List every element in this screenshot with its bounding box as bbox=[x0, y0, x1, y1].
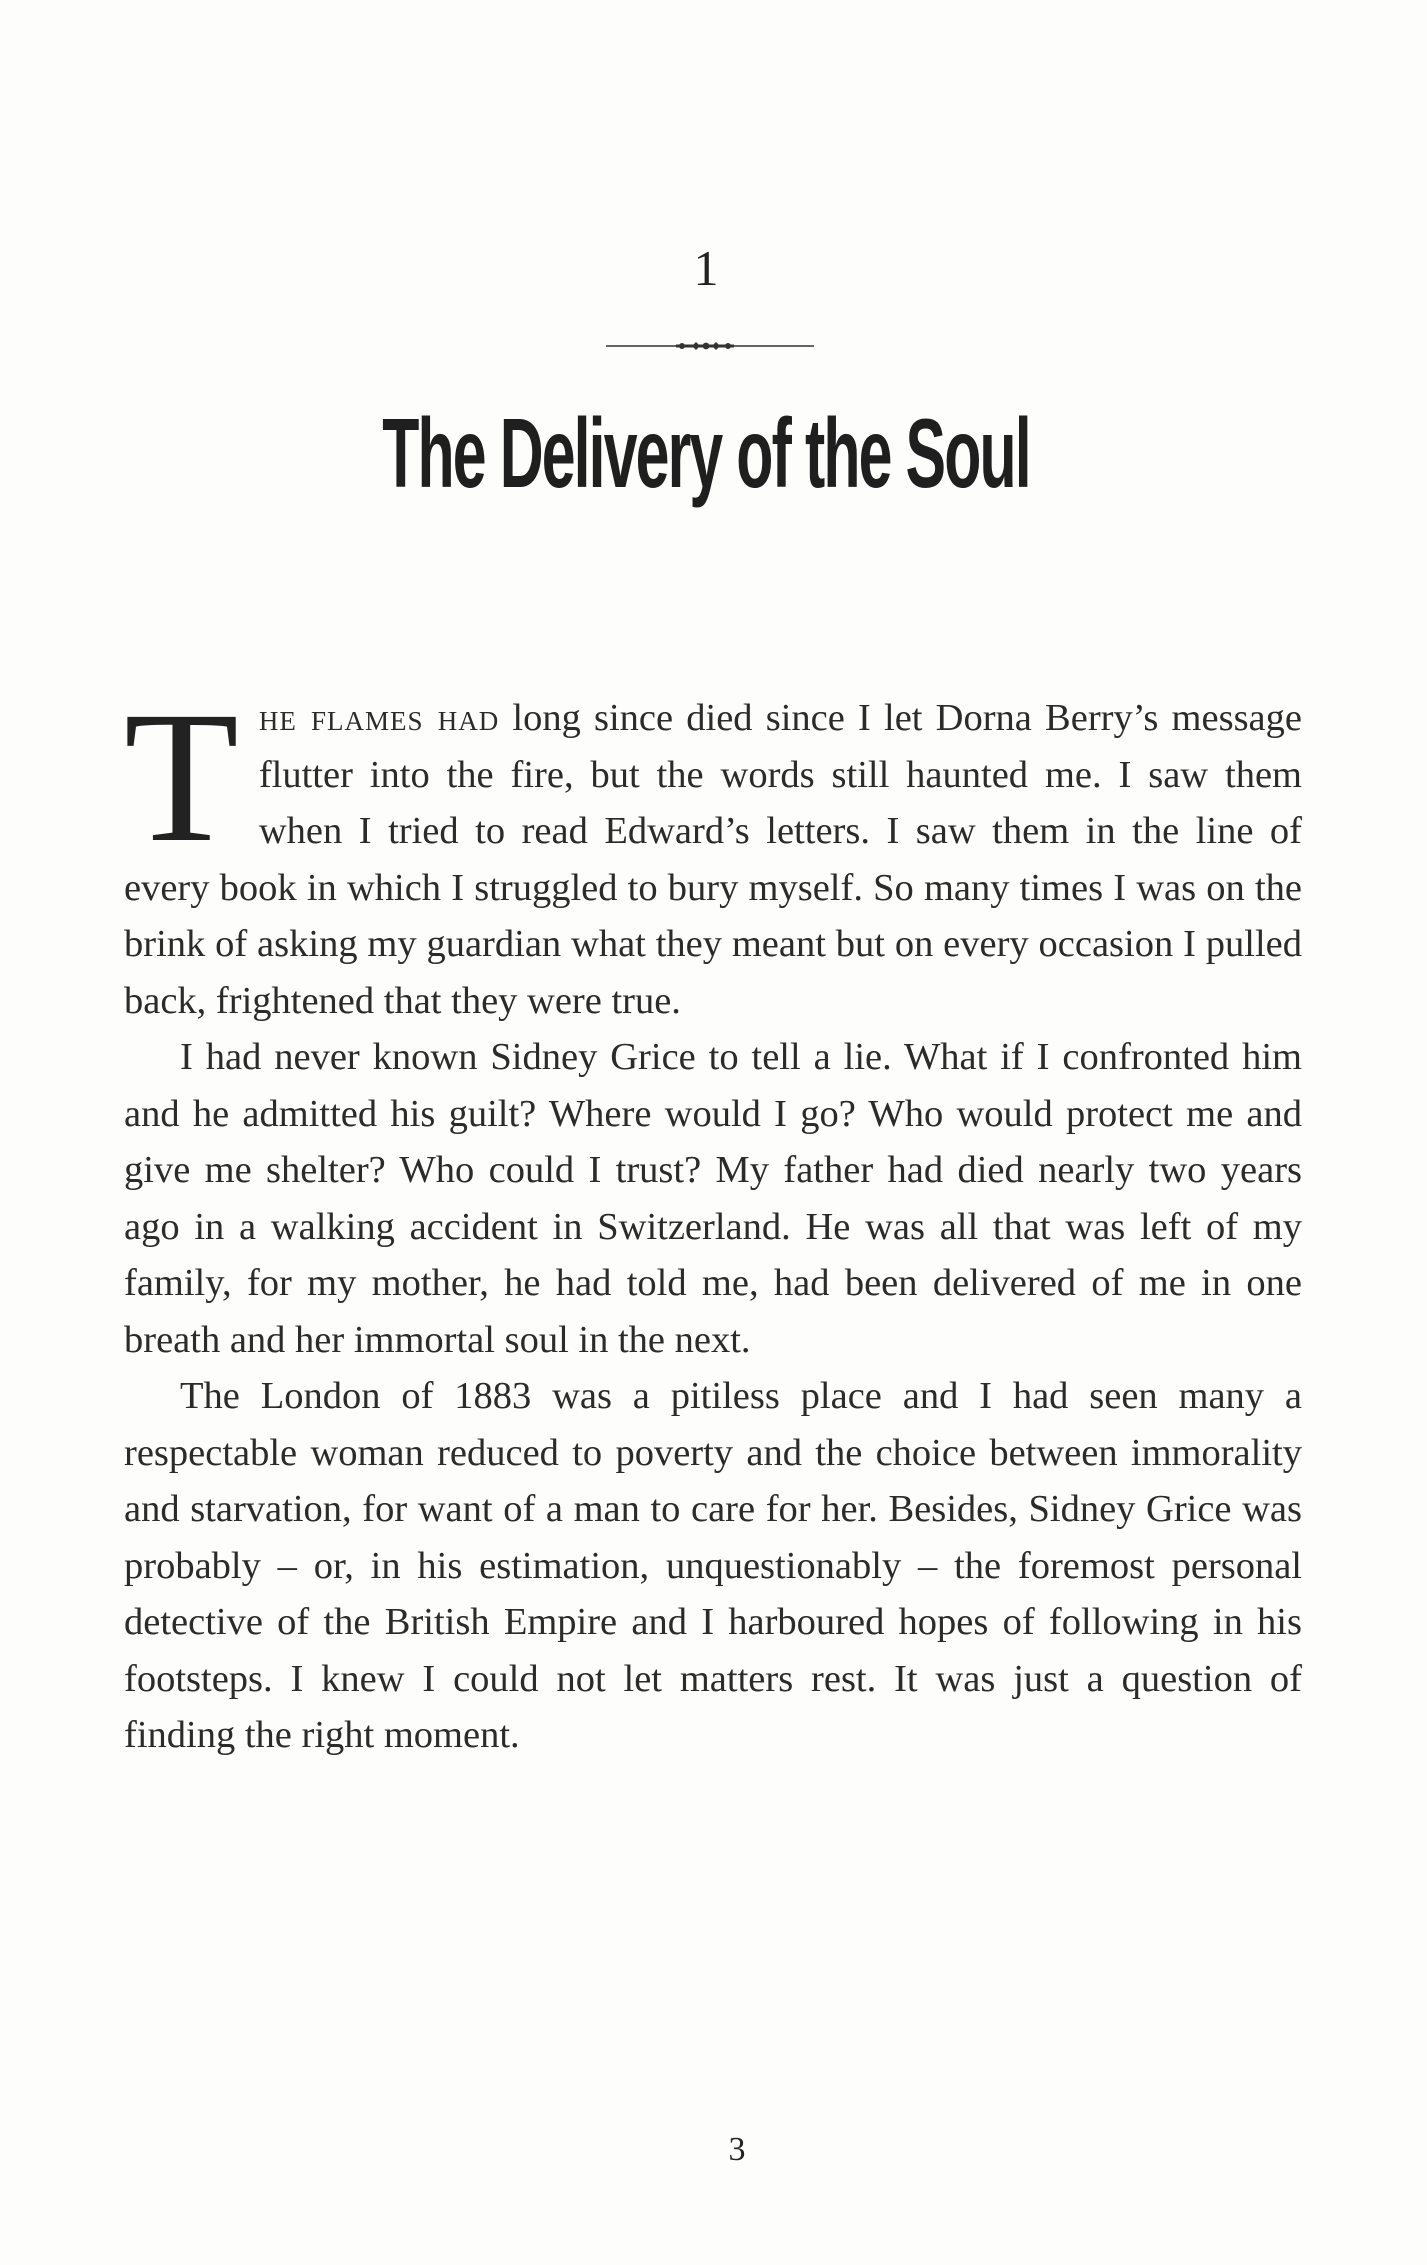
paragraph-3: The London of 1883 was a pitiless place and I had seen many a respectable woman reduced to poverty and the choice between immorality and starvation, for want of a man to care for her. Besides, Sidney Grice was probably – or, in his estimation, unquestionably – the foremost personal detective of the British Empire and I harboured hopes of following in his footsteps. I knew I could not let matters rest. It was just a question of finding the right moment. bbox=[124, 1375, 1302, 1756]
first-paragraph bbox=[124, 672, 1302, 1029]
page-number: 3 bbox=[728, 2131, 746, 2168]
first-paragraph-text: long since died since I let Dorna Berry’s message flutter into the fire, but the words still haunted me. I saw them when I tried to read Edward’s letters. I saw them in the line of every book in which I struggled to bury myself. So many times I was on the brink of asking my guardian what they meant but on every occasion I pulled back, frightened that they were true. bbox=[124, 697, 1302, 1022]
chapter-title: The Delivery of the Soul bbox=[382, 398, 1030, 508]
paragraph-2: I had never known Sidney Grice to tell a lie. What if I confronted him and he admitted his guilt? Where would I go? Who would protect me and give me shelter? Who could I trust? My father had died nearly two years ago in a walking accident in Switzerland. He was all that was left of my family, for my mother, he had told me, had been delivered of me in one breath and her immortal soul in the next. bbox=[124, 1036, 1302, 1361]
chapter-body bbox=[124, 672, 1302, 1764]
lead-in-smallcaps: he flames had bbox=[258, 697, 500, 739]
ornament-divider bbox=[606, 336, 814, 356]
chapter-number: 1 bbox=[693, 240, 719, 296]
drop-cap: T bbox=[124, 672, 239, 881]
